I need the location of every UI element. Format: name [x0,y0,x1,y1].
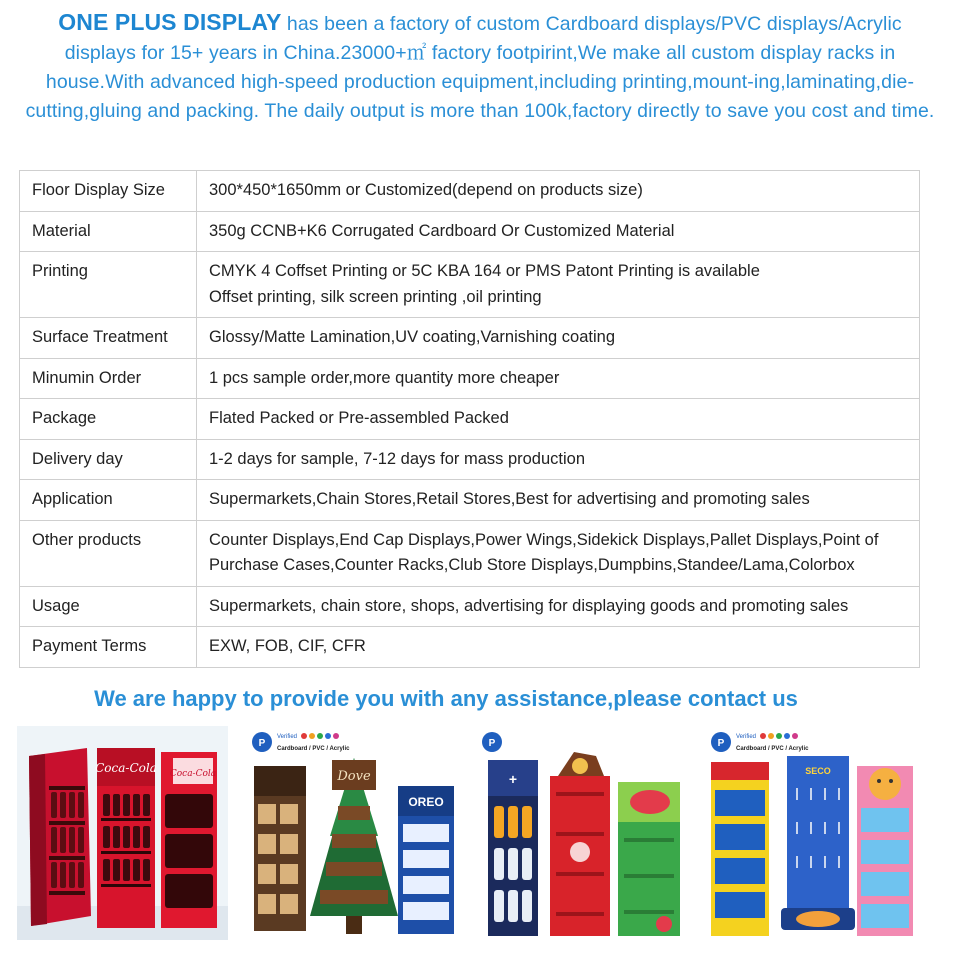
table-row [20,627,920,668]
svg-text:OREO: OREO [408,795,444,809]
spec-value-line: CMYK 4 Coffset Printing or 5C KBA 164 or PMS Patont Printing is available [209,262,760,280]
table-row [20,399,920,440]
spec-value: 1 pcs sample order,more quantity more cheaper [197,358,920,399]
spec-label: Payment Terms [20,627,197,668]
dove-oreo-floor-display-photo [248,726,460,940]
spec-value: Supermarkets,Chain Stores,Retail Stores,Best for advertising and promoting sales [197,480,920,521]
svg-text:P: P [258,738,266,749]
spec-label: Floor Display Size [20,171,197,212]
brand-text: Dove [337,769,371,784]
table-row [20,586,920,627]
spec-value [197,252,920,318]
svg-text:Coca-Cola: Coca-Cola [169,769,217,779]
brand-name: ONE PLUS DISPLAY [58,9,282,35]
table-row [20,318,920,359]
intro-paragraph [22,8,938,126]
contact-heading: We are happy to provide you with any assistance,please contact us [94,686,798,711]
svg-text:Verified: Verified [736,734,757,740]
table-row [20,171,920,212]
spec-label: Material [20,211,197,252]
spec-value: Counter Displays,End Cap Displays,Power Wings,Sidekick Displays,Pallet Displays,Point of Purchase Cases,Counter Racks,Club Store Displays,Dumpbins,Standee/Lama,Colorbox [197,520,920,586]
svg-text:SECO: SECO [805,766,831,776]
table-row [20,211,920,252]
svg-text:+: + [508,771,518,787]
svg-text:Cardboard / PVC / Acrylic: Cardboard / PVC / Acrylic [277,746,350,752]
table-row [20,480,920,521]
coca-cola-floor-display-photo [17,726,228,940]
spec-value-line: Offset printing, silk screen printing ,oil printing [209,287,542,306]
spec-label: Other products [20,520,197,586]
blue-hook-floor-display-photo [707,726,919,940]
table-row [20,439,920,480]
spec-value: 350g CCNB+K6 Corrugated Cardboard Or Customized Material [197,211,920,252]
spec-label: Printing [20,252,197,318]
table-row [20,520,920,586]
spec-label: Application [20,480,197,521]
brand-text: Coca-Cola [95,761,157,775]
product-photo-strip [0,726,960,942]
spec-value: 300*450*1650mm or Customized(depend on products size) [197,171,920,212]
spec-label: Surface Treatment [20,318,197,359]
table-row [20,358,920,399]
spec-value: EXW, FOB, CIF, CFR [197,627,920,668]
svg-text:P: P [717,738,725,749]
spec-label: Delivery day [20,439,197,480]
spec-value: Supermarkets, chain store, shops, advertising for displaying goods and promoting sales [197,586,920,627]
spec-label: Minumin Order [20,358,197,399]
svg-text:Verified: Verified [277,734,298,740]
drink-floor-display-photo [478,726,690,940]
spec-table [19,170,920,668]
spec-label: Usage [20,586,197,627]
spec-label: Package [20,399,197,440]
table-row [20,252,920,318]
spec-value: Flated Packed or Pre-assembled Packed [197,399,920,440]
intro-text: has been a factory of custom Cardboard displays/PVC displays/Acrylic displays for 15+ years in China.23000+㎡ factory footpirint,We make all custom display racks in house.With advanced high-speed production equipment,including printing,mount-ing,laminating,die-cutting,gluing and packing. The daily output is more than 100k,factory directly to save you cost and time. [25,13,935,122]
svg-text:P: P [488,738,496,749]
spec-value: Glossy/Matte Lamination,UV coating,Varnishing coating [197,318,920,359]
spec-value: 1-2 days for sample, 7-12 days for mass production [197,439,920,480]
svg-text:Cardboard / PVC / Acrylic: Cardboard / PVC / Acrylic [736,746,809,752]
